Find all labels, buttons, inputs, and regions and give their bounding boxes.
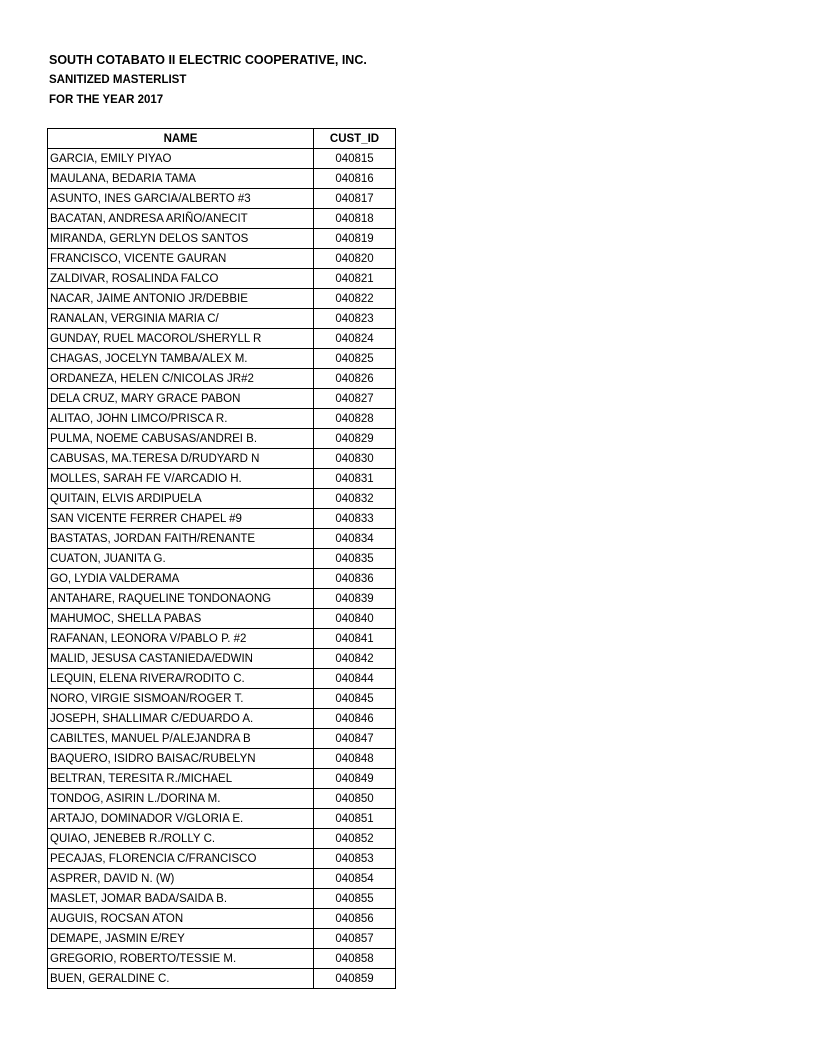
customer-name-cell: CABUSAS, MA.TERESA D/RUDYARD N	[48, 449, 314, 469]
customer-id-cell: 040839	[314, 589, 396, 609]
masterlist-table	[47, 128, 396, 989]
customer-id-cell: 040829	[314, 429, 396, 449]
table-row	[48, 609, 396, 629]
table-row	[48, 329, 396, 349]
table-row	[48, 509, 396, 529]
customer-id-cell: 040828	[314, 409, 396, 429]
table-row	[48, 529, 396, 549]
table-row	[48, 189, 396, 209]
table-row	[48, 589, 396, 609]
customer-id-cell: 040856	[314, 909, 396, 929]
customer-id-cell: 040835	[314, 549, 396, 569]
customer-id-cell: 040841	[314, 629, 396, 649]
table-row	[48, 209, 396, 229]
customer-name-cell: GREGORIO, ROBERTO/TESSIE M.	[48, 949, 314, 969]
customer-name-cell: ZALDIVAR, ROSALINDA FALCO	[48, 269, 314, 289]
table-row	[48, 709, 396, 729]
customer-id-cell: 040822	[314, 289, 396, 309]
customer-id-cell: 040853	[314, 849, 396, 869]
table-row	[48, 229, 396, 249]
customer-name-cell: QUIAO, JENEBEB R./ROLLY C.	[48, 829, 314, 849]
table-row	[48, 769, 396, 789]
customer-name-cell: MOLLES, SARAH FE V/ARCADIO H.	[48, 469, 314, 489]
customer-name-cell: BACATAN, ANDRESA ARIÑO/ANECIT	[48, 209, 314, 229]
table-row	[48, 789, 396, 809]
customer-id-cell: 040819	[314, 229, 396, 249]
customer-name-cell: JOSEPH, SHALLIMAR C/EDUARDO A.	[48, 709, 314, 729]
table-row	[48, 929, 396, 949]
table-row	[48, 349, 396, 369]
customer-name-cell: TONDOG, ASIRIN L./DORINA M.	[48, 789, 314, 809]
customer-id-cell: 040847	[314, 729, 396, 749]
customer-name-cell: NACAR, JAIME ANTONIO JR/DEBBIE	[48, 289, 314, 309]
table-row	[48, 669, 396, 689]
customer-id-cell: 040852	[314, 829, 396, 849]
table-row	[48, 149, 396, 169]
customer-id-cell: 040846	[314, 709, 396, 729]
table-row	[48, 309, 396, 329]
customer-id-cell: 040833	[314, 509, 396, 529]
table-row	[48, 809, 396, 829]
customer-name-cell: MASLET, JOMAR BADA/SAIDA B.	[48, 889, 314, 909]
customer-id-cell: 040825	[314, 349, 396, 369]
customer-name-cell: PECAJAS, FLORENCIA C/FRANCISCO	[48, 849, 314, 869]
table-row	[48, 629, 396, 649]
table-row	[48, 729, 396, 749]
customer-name-cell: DELA CRUZ, MARY GRACE PABON	[48, 389, 314, 409]
table-row	[48, 569, 396, 589]
customer-name-cell: BELTRAN, TERESITA R./MICHAEL	[48, 769, 314, 789]
organization-title: SOUTH COTABATO II ELECTRIC COOPERATIVE, INC.	[49, 53, 367, 67]
customer-name-cell: ORDANEZA, HELEN C/NICOLAS JR#2	[48, 369, 314, 389]
column-header-cust-id: CUST_ID	[314, 129, 396, 149]
customer-id-cell: 040859	[314, 969, 396, 989]
table-body	[48, 149, 396, 989]
customer-name-cell: ALITAO, JOHN LIMCO/PRISCA R.	[48, 409, 314, 429]
customer-name-cell: BUEN, GERALDINE C.	[48, 969, 314, 989]
customer-id-cell: 040827	[314, 389, 396, 409]
customer-id-cell: 040855	[314, 889, 396, 909]
customer-id-cell: 040831	[314, 469, 396, 489]
customer-id-cell: 040840	[314, 609, 396, 629]
customer-name-cell: ASPRER, DAVID N. (W)	[48, 869, 314, 889]
customer-id-cell: 040857	[314, 929, 396, 949]
customer-id-cell: 040815	[314, 149, 396, 169]
customer-id-cell: 040848	[314, 749, 396, 769]
table-row	[48, 489, 396, 509]
customer-name-cell: QUITAIN, ELVIS ARDIPUELA	[48, 489, 314, 509]
customer-id-cell: 040836	[314, 569, 396, 589]
customer-name-cell: MALID, JESUSA CASTANIEDA/EDWIN	[48, 649, 314, 669]
customer-id-cell: 040824	[314, 329, 396, 349]
customer-id-cell: 040818	[314, 209, 396, 229]
customer-name-cell: PULMA, NOEME CABUSAS/ANDREI B.	[48, 429, 314, 449]
table-row	[48, 169, 396, 189]
table-row	[48, 889, 396, 909]
customer-id-cell: 040842	[314, 649, 396, 669]
customer-id-cell: 040850	[314, 789, 396, 809]
table-row	[48, 749, 396, 769]
table-row	[48, 829, 396, 849]
customer-id-cell: 040851	[314, 809, 396, 829]
table-row	[48, 969, 396, 989]
customer-id-cell: 040854	[314, 869, 396, 889]
table-row	[48, 369, 396, 389]
customer-id-cell: 040844	[314, 669, 396, 689]
table-row	[48, 409, 396, 429]
customer-name-cell: CABILTES, MANUEL P/ALEJANDRA B	[48, 729, 314, 749]
customer-name-cell: LEQUIN, ELENA RIVERA/RODITO C.	[48, 669, 314, 689]
customer-id-cell: 040858	[314, 949, 396, 969]
customer-id-cell: 040826	[314, 369, 396, 389]
customer-id-cell: 040823	[314, 309, 396, 329]
customer-name-cell: BASTATAS, JORDAN FAITH/RENANTE	[48, 529, 314, 549]
customer-name-cell: DEMAPE, JASMIN E/REY	[48, 929, 314, 949]
customer-name-cell: MAHUMOC, SHELLA PABAS	[48, 609, 314, 629]
customer-name-cell: ARTAJO, DOMINADOR V/GLORIA E.	[48, 809, 314, 829]
table-row	[48, 389, 396, 409]
table-row	[48, 269, 396, 289]
customer-id-cell: 040816	[314, 169, 396, 189]
customer-name-cell: NORO, VIRGIE SISMOAN/ROGER T.	[48, 689, 314, 709]
table-row	[48, 649, 396, 669]
customer-name-cell: RANALAN, VERGINIA MARIA C/	[48, 309, 314, 329]
table-row	[48, 849, 396, 869]
customer-name-cell: CHAGAS, JOCELYN TAMBA/ALEX M.	[48, 349, 314, 369]
document-header	[49, 50, 367, 110]
customer-name-cell: ANTAHARE, RAQUELINE TONDONAONG	[48, 589, 314, 609]
table-row	[48, 949, 396, 969]
customer-id-cell: 040830	[314, 449, 396, 469]
document-subtitle: SANITIZED MASTERLIST	[49, 74, 187, 86]
customer-name-cell: MAULANA, BEDARIA TAMA	[48, 169, 314, 189]
customer-id-cell: 040845	[314, 689, 396, 709]
customer-id-cell: 040821	[314, 269, 396, 289]
customer-name-cell: BAQUERO, ISIDRO BAISAC/RUBELYN	[48, 749, 314, 769]
customer-name-cell: GUNDAY, RUEL MACOROL/SHERYLL R	[48, 329, 314, 349]
table-row	[48, 249, 396, 269]
table-row	[48, 689, 396, 709]
table-row	[48, 869, 396, 889]
customer-name-cell: MIRANDA, GERLYN DELOS SANTOS	[48, 229, 314, 249]
column-header-name: NAME	[48, 129, 314, 149]
table-row	[48, 909, 396, 929]
table-row	[48, 429, 396, 449]
customer-name-cell: AUGUIS, ROCSAN ATON	[48, 909, 314, 929]
customer-name-cell: SAN VICENTE FERRER CHAPEL #9	[48, 509, 314, 529]
customer-name-cell: FRANCISCO, VICENTE GAURAN	[48, 249, 314, 269]
table-row	[48, 549, 396, 569]
customer-id-cell: 040820	[314, 249, 396, 269]
customer-name-cell: GARCIA, EMILY PIYAO	[48, 149, 314, 169]
table-header-row	[48, 129, 396, 149]
customer-name-cell: ASUNTO, INES GARCIA/ALBERTO #3	[48, 189, 314, 209]
customer-name-cell: RAFANAN, LEONORA V/PABLO P. #2	[48, 629, 314, 649]
customer-id-cell: 040832	[314, 489, 396, 509]
customer-id-cell: 040849	[314, 769, 396, 789]
customer-id-cell: 040834	[314, 529, 396, 549]
customer-id-cell: 040817	[314, 189, 396, 209]
table-row	[48, 289, 396, 309]
customer-name-cell: GO, LYDIA VALDERAMA	[48, 569, 314, 589]
customer-name-cell: CUATON, JUANITA G.	[48, 549, 314, 569]
table-row	[48, 469, 396, 489]
table-row	[48, 449, 396, 469]
year-line: FOR THE YEAR 2017	[49, 94, 164, 106]
